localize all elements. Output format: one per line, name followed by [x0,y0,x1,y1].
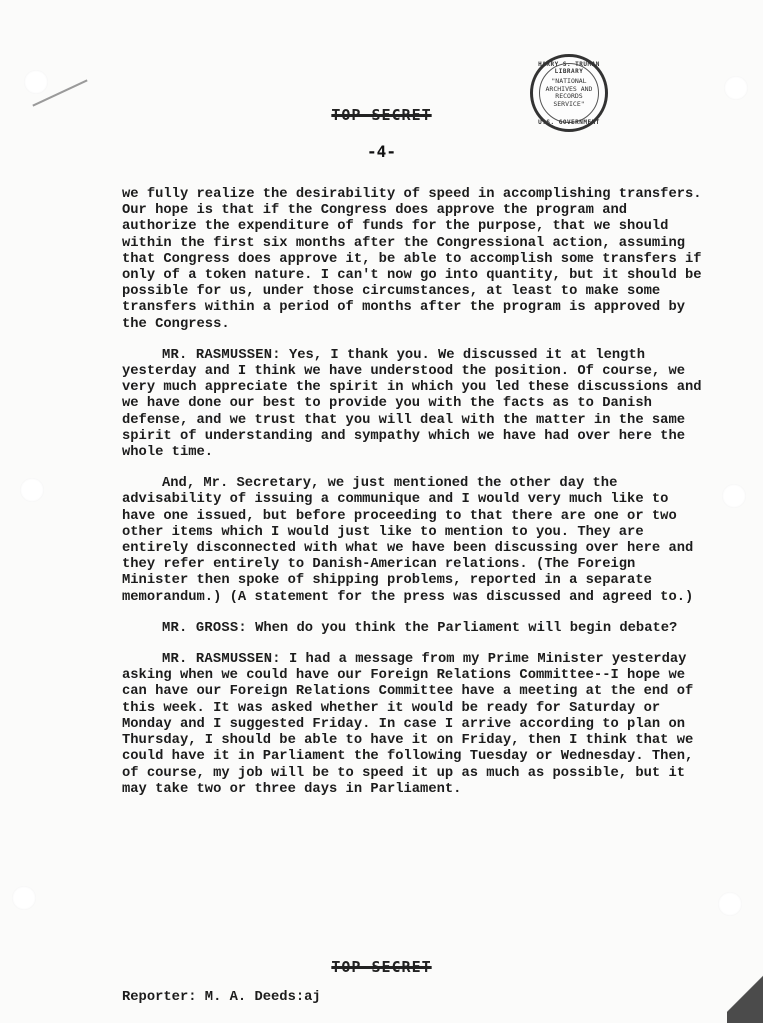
paragraph-text: And, Mr. Secretary, we just mentioned the other day the advisability of issuing a communique and I would very much like to have one issued, but before proceeding to that there are one or two other items which I would just like to mention to you. They are entirely disconnected with what we have been discussing over here and they refer entirely to Danish-American relations. (The Foreign Minister then spoke of shipping problems, reported in a separate memorandum.) (A statement for the press was discussed and agreed to.) [122,476,702,605]
page-corner-fold [727,953,763,1023]
classification-text: TOP SECRET [331,958,432,976]
footer-classification [0,958,763,976]
speaker-name: MR. RASMUSSEN: [162,347,281,363]
punch-hole [12,886,36,910]
stamp-line: ARCHIVES AND [545,84,593,93]
classification-text: TOP SECRET [331,106,432,124]
paragraph [122,347,710,461]
punch-hole [24,70,48,94]
paragraph [122,652,702,798]
stamp-line: "NATIONAL [551,77,587,85]
header-classification [0,106,763,124]
punch-hole [718,892,742,916]
paragraph-text: I had a message from my Prime Minister yesterday asking when we could have our Foreign Relations Committee--I hope we can have our Foreign Relations Committee have a meeting at the end of this week. It was asked whether it would be ready for Saturday or Monday and I suggested Friday. In case I arrive according to plan on Thursday, I should be able to have it on Friday, then I think that we could have it in Parliament the following Tuesday or Wednesday. Then, of course, my job will be to speed it up as much as possible, but it may take two or three days in Parliament. [122,652,702,797]
stamp-ring-bottom: U.S. GOVERNMENT [538,119,600,126]
paragraph-text: When do you think the Parliament will begin debate? [246,620,678,636]
paragraph [122,621,702,637]
stamp-ring-top: HARRY S. TRUMAN LIBRARY [538,61,600,75]
speaker-name: MR. RASMUSSEN: [162,652,281,668]
reporter-line: Reporter: M. A. Deeds:aj [122,990,321,1005]
paragraph [122,476,702,606]
stamp-line: SERVICE" [553,99,585,108]
transcript-body [122,187,710,813]
speaker-name: MR. GROSS: [162,620,247,636]
punch-hole [722,484,746,508]
paragraph [122,187,710,333]
page-number: -4- [367,142,396,161]
stamp-line: RECORDS [555,92,583,100]
punch-hole [20,478,44,502]
punch-hole [724,76,748,100]
paragraph-text: Yes, I thank you. We discussed it at length yesterday and I think we have understood the position. Of course, we very much appreciate the spirit in which you led these discussions and we have done our best to provide you with the facts as to Danish defense, and we trust that you will deal with the matter in the same spirit of understanding and sympathy which we have had over here the whole time. [122,347,710,461]
paragraph-text: we fully realize the desirability of speed in accomplishing transfers. Our hope is that if the Congress does approve the program and authorize the expenditure of funds for the purpose, that we should within the first six months after the Congressional action, assuming that Congress does approve it, be able to accomplish some transfers if only of a token nature. I can't now go into quantity, but it should be possible for us, under those circumstances, at least to make some transfers within a period of months after the program is approved by the Congress. [122,187,710,332]
